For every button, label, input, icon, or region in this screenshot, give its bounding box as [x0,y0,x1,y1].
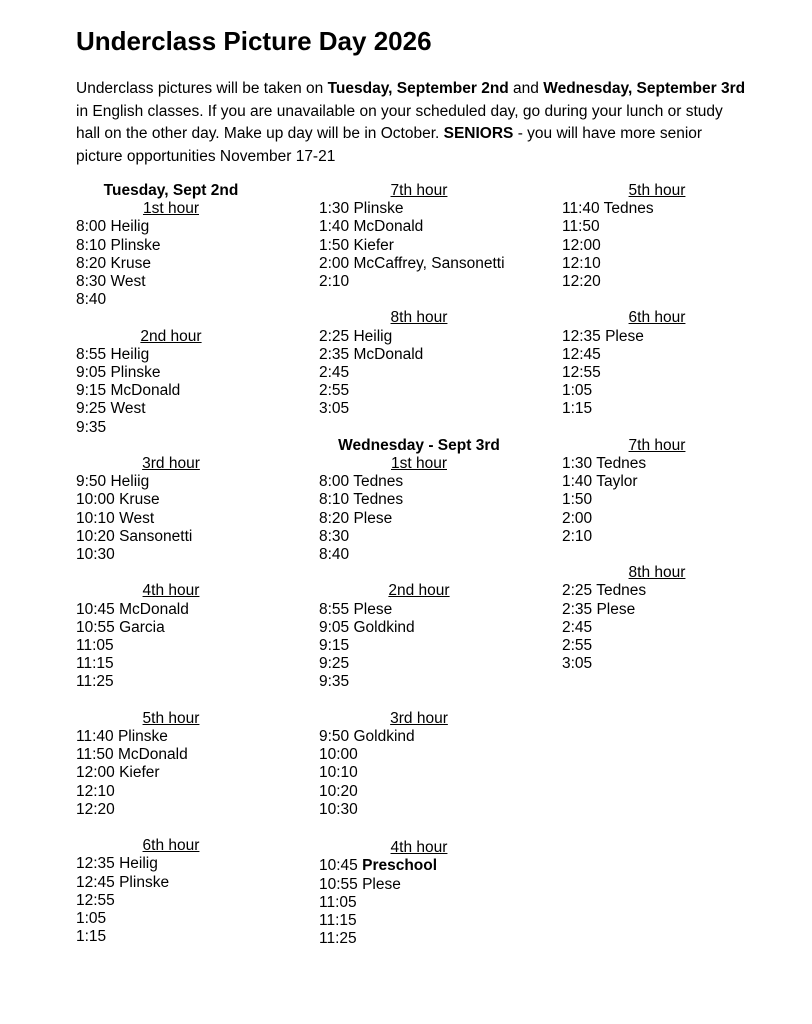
schedule-entry: 12:10 [562,254,601,272]
hour-heading: 7th hour [628,436,686,454]
schedule-entry: 2:35 Plese [562,600,636,618]
schedule-entry: 8:10 Tednes [319,491,404,509]
schedule-entry: 9:05 Plinske [76,364,161,382]
schedule-entry: 1:30 Tednes [562,455,647,473]
schedule-entry: 8:40 [76,291,107,309]
schedule-entry: 2:45 [319,364,350,382]
schedule-entry: 2:45 [562,618,593,636]
schedule-entry: 2:25 Heilig [319,327,393,345]
hour-block [319,710,519,819]
schedule-entry: 1:40 Taylor [562,473,638,491]
hour-heading: 2nd hour [140,327,202,345]
hour-heading: 5th hour [628,182,686,199]
schedule-entry: 12:35 Heilig [76,855,158,873]
schedule-entry: 11:25 [76,673,114,691]
hour-block [76,710,266,819]
intro-tuesday-date: Tuesday, September 2nd [327,80,509,97]
hour-heading: 1st hour [142,200,199,218]
hour-heading: 8th hour [628,564,686,582]
hour-block [562,309,752,418]
schedule-entry: 8:20 Kruse [76,254,151,272]
schedule-entry: 11:50 McDonald [76,746,188,764]
schedule-entry: 8:00 Tednes [319,473,404,491]
schedule-entry: 3:05 [319,400,350,418]
intro-wednesday-date: Wednesday, September 3rd [543,80,746,97]
schedule-entry: 11:40 Tednes [562,200,654,218]
intro-text: in English classes. If you are unavailable on your scheduled day, go during your lunch or study hall on the other day. Make up day will be in October. [76,102,723,143]
schedule-entry: 1:15 [76,928,107,946]
schedule-entry: 2:55 [319,382,350,400]
schedule-entry: 10:20 Sansonetti [76,527,193,545]
schedule-column-2 [319,182,519,948]
hour-block [76,328,266,437]
schedule-entry: 9:25 West [76,400,146,418]
schedule-entry: 9:35 [319,673,350,691]
hour-heading: 6th hour [628,309,686,327]
intro-text: Underclass pictures will be taken on [76,80,328,97]
hour-block [319,455,519,564]
schedule-column-3 [562,182,752,673]
schedule-entry: 12:55 [562,364,601,382]
schedule-entry: 8:55 Plese [319,600,393,618]
hour-heading: 1st hour [390,455,447,473]
hour-block [76,200,266,309]
schedule-entry: 9:35 [76,418,107,436]
preschool-label: Preschool [362,857,438,875]
hour-heading: 7th hour [390,182,448,199]
schedule-entry: 10:55 Plese [319,875,401,893]
schedule-entry: 1:15 [562,400,593,418]
schedule-entry: 10:55 Garcia [76,618,165,636]
schedule-entry: 8:30 [319,527,350,545]
hour-block [76,582,266,691]
hour-heading: 6th hour [142,837,200,855]
hour-block [76,455,266,564]
hour-heading: 3rd hour [142,455,200,473]
schedule-entry: 10:45 McDonald [76,600,189,618]
schedule-entry: 12:00 Kiefer [76,764,160,782]
day-heading-tuesday: Tuesday, Sept 2nd [103,182,239,199]
schedule-entry: 10:10 [319,764,358,782]
schedule-entry: 11:15 [76,655,114,673]
schedule-column-1 [76,182,266,946]
hour-block [319,182,519,291]
schedule-entry: 2:25 Tednes [562,582,647,600]
entry-time: 10:45 [319,857,363,875]
schedule-entry: 12:20 [562,273,601,291]
day-heading-wednesday: Wednesday - Sept 3rd [338,436,500,454]
schedule-entry: 9:15 McDonald [76,382,181,400]
schedule-entry: 8:40 [319,546,350,564]
page-title: Underclass Picture Day 2026 [76,26,432,56]
schedule-entry: 12:45 Plinske [76,873,170,891]
schedule-entry: 11:40 Plinske [76,728,168,746]
schedule-entry: 1:40 McDonald [319,218,424,236]
hour-heading: 4th hour [142,582,200,600]
schedule-entry: 12:55 [76,891,115,909]
hour-heading: 5th hour [142,709,200,727]
hour-block [562,182,752,291]
schedule-entry: 10:00 [319,746,358,764]
schedule-entry: 9:15 [319,637,350,655]
schedule-entry: 1:50 [562,491,593,509]
schedule-entry: 11:15 [319,912,357,930]
schedule-entry: 8:30 West [76,273,146,291]
intro-text: and [508,80,544,97]
schedule-entry: 1:05 [562,382,593,400]
hour-block [562,437,752,546]
hour-block [562,564,752,673]
schedule-entry: 9:50 Goldkind [319,728,415,746]
schedule-entry: 8:55 Heilig [76,345,150,363]
hour-block [319,309,519,418]
schedule-entry: 11:50 [562,218,600,236]
schedule-entry: 9:50 Heliig [76,473,150,491]
schedule-entry: 3:05 [562,655,593,673]
schedule-entry: 2:35 McDonald [319,345,424,363]
schedule-entry: 11:25 [319,930,357,948]
hour-block [76,837,266,946]
schedule-entry: 10:10 West [76,509,155,527]
schedule-entry: 2:55 [562,637,593,655]
schedule-entry: 12:45 [562,345,601,363]
schedule-entry: 12:10 [76,782,115,800]
schedule-entry: 11:05 [76,637,114,655]
hour-block [319,582,519,691]
schedule-entry: 2:10 [562,527,593,545]
intro-paragraph [76,78,746,169]
schedule-entry: 10:30 [76,546,115,564]
hour-heading: 2nd hour [388,582,450,600]
hour-heading: 3rd hour [390,709,448,727]
schedule-entry: 8:10 Plinske [76,236,161,254]
intro-text: - you will have more senior picture opportunities November 17-21 [76,125,703,166]
schedule-entry: 9:05 Goldkind [319,618,415,636]
schedule-entry: 12:20 [76,800,115,818]
hour-heading: 4th hour [390,839,448,857]
schedule-entry: 12:35 Plese [562,327,644,345]
hour-heading: 8th hour [390,309,448,327]
schedule-entry: 8:20 Plese [319,509,393,527]
schedule-entry: 1:05 [76,910,107,928]
hour-block [319,839,519,948]
schedule-entry: 9:25 [319,655,350,673]
schedule-entry: 1:50 Kiefer [319,236,394,254]
intro-seniors-label: SENIORS [443,125,514,143]
schedule-entry: 10:20 [319,782,358,800]
schedule-entry: 11:05 [319,893,357,911]
schedule-entry: 10:00 Kruse [76,491,160,509]
schedule-entry [319,857,519,875]
schedule-entry: 10:30 [319,800,358,818]
schedule-entry: 8:00 Heilig [76,218,150,236]
schedule-entry: 2:00 [562,509,593,527]
schedule-entry: 2:00 McCaffrey, Sansonetti [319,254,505,272]
schedule-entry: 12:00 [562,236,601,254]
schedule-entry: 2:10 [319,273,350,291]
schedule-entry: 1:30 Plinske [319,200,404,218]
